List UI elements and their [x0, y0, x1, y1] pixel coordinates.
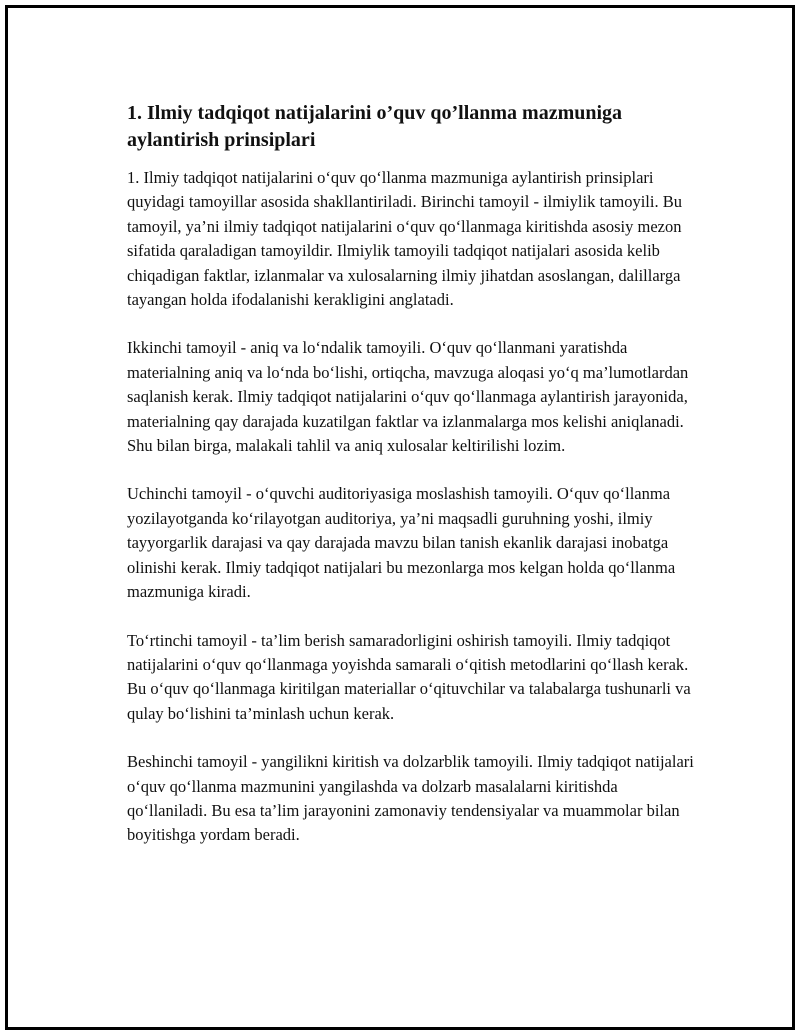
- paragraph-4: To‘rtinchi tamoyil - ta’lim berish samaradorligini oshirish tamoyili. Ilmiy tadqiqot natijalarini o‘quv qo‘llanmaga yoyishda samarali o‘qitish metodlarini qo‘llash kerak. Bu o‘quv qo‘llanmaga kiritilgan materiallar o‘qituvchilar va talabalarga tushunarli va qulay bo‘lishini ta’minlash uchun kerak.: [127, 630, 691, 723]
- paragraph-2: Ikkinchi tamoyil - aniq va lo‘ndalik tamoyili. O‘quv qo‘llanmani yaratishda materialning aniq va lo‘nda bo‘lishi, ortiqcha, mavzuga aloqasi yo‘q ma’lumotlardan saqlanish kerak. Ilmiy tadqiqot natijalarini o‘quv qo‘llanmaga aylantirish jarayonida, materialning qay darajada kuzatilgan faktlar va izlanmalarga mos kelishi aniqlanadi. Shu bilan birga, malakali tahlil va aniq xulosalar keltirilishi lozim.: [127, 338, 689, 456]
- paragraph-1: 1. Ilmiy tadqiqot natijalarini o‘quv qo‘llanma mazmuniga aylantirish prinsiplari quyidagi tamoyillar asosida shakllantiriladi. Birinchi tamoyil - ilmiylik tamoyili. Bu tamoyil, ya’ni ilmiy tadqiqot natijalarini o‘quv qo‘llanmaga kiritishda asosiy mezon sifatida qaraladigan tamoyildir. Ilmiylik tamoyili tadqiqot natijalari asosida kelib chiqadigan faktlar, izlanmalar va xulosalarning ilmiy jihatdan asoslangan, dalillarga tayangan holda ifodalanishi kerakligini anglatadi.: [127, 168, 682, 310]
- document-body: [121, 100, 696, 872]
- document-title: 1. Ilmiy tadqiqot natijalarini o’quv qo’llanma mazmuniga aylantirish prinsiplari: [127, 102, 623, 151]
- page-frame: [5, 5, 795, 1030]
- paragraph-3: Uchinchi tamoyil - o‘quvchi auditoriyasiga moslashish tamoyili. O‘quv qo‘llanma yozilayotganda ko‘rilayotgan auditoriya, ya’ni maqsadli guruhning yoshi, ilmiy tayyorgarlik darajasi va qay darajada mavzu bilan tanish ekanlik darajasi inobatga olinishi kerak. Ilmiy tadqiqot natijalari bu mezonlarga mos kelgan holda qo‘llanma mazmuniga kiradi.: [127, 484, 676, 602]
- paragraph-5: Beshinchi tamoyil - yangilikni kiritish va dolzarblik tamoyili. Ilmiy tadqiqot natijalari o‘quv qo‘llanma mazmunini yangilashda va dolzarb masalalarni kiritishda qo‘llaniladi. Bu esa ta’lim jarayonini zamonaviy tendensiyalar va muammolar bilan boyitishga yordam beradi.: [127, 752, 694, 845]
